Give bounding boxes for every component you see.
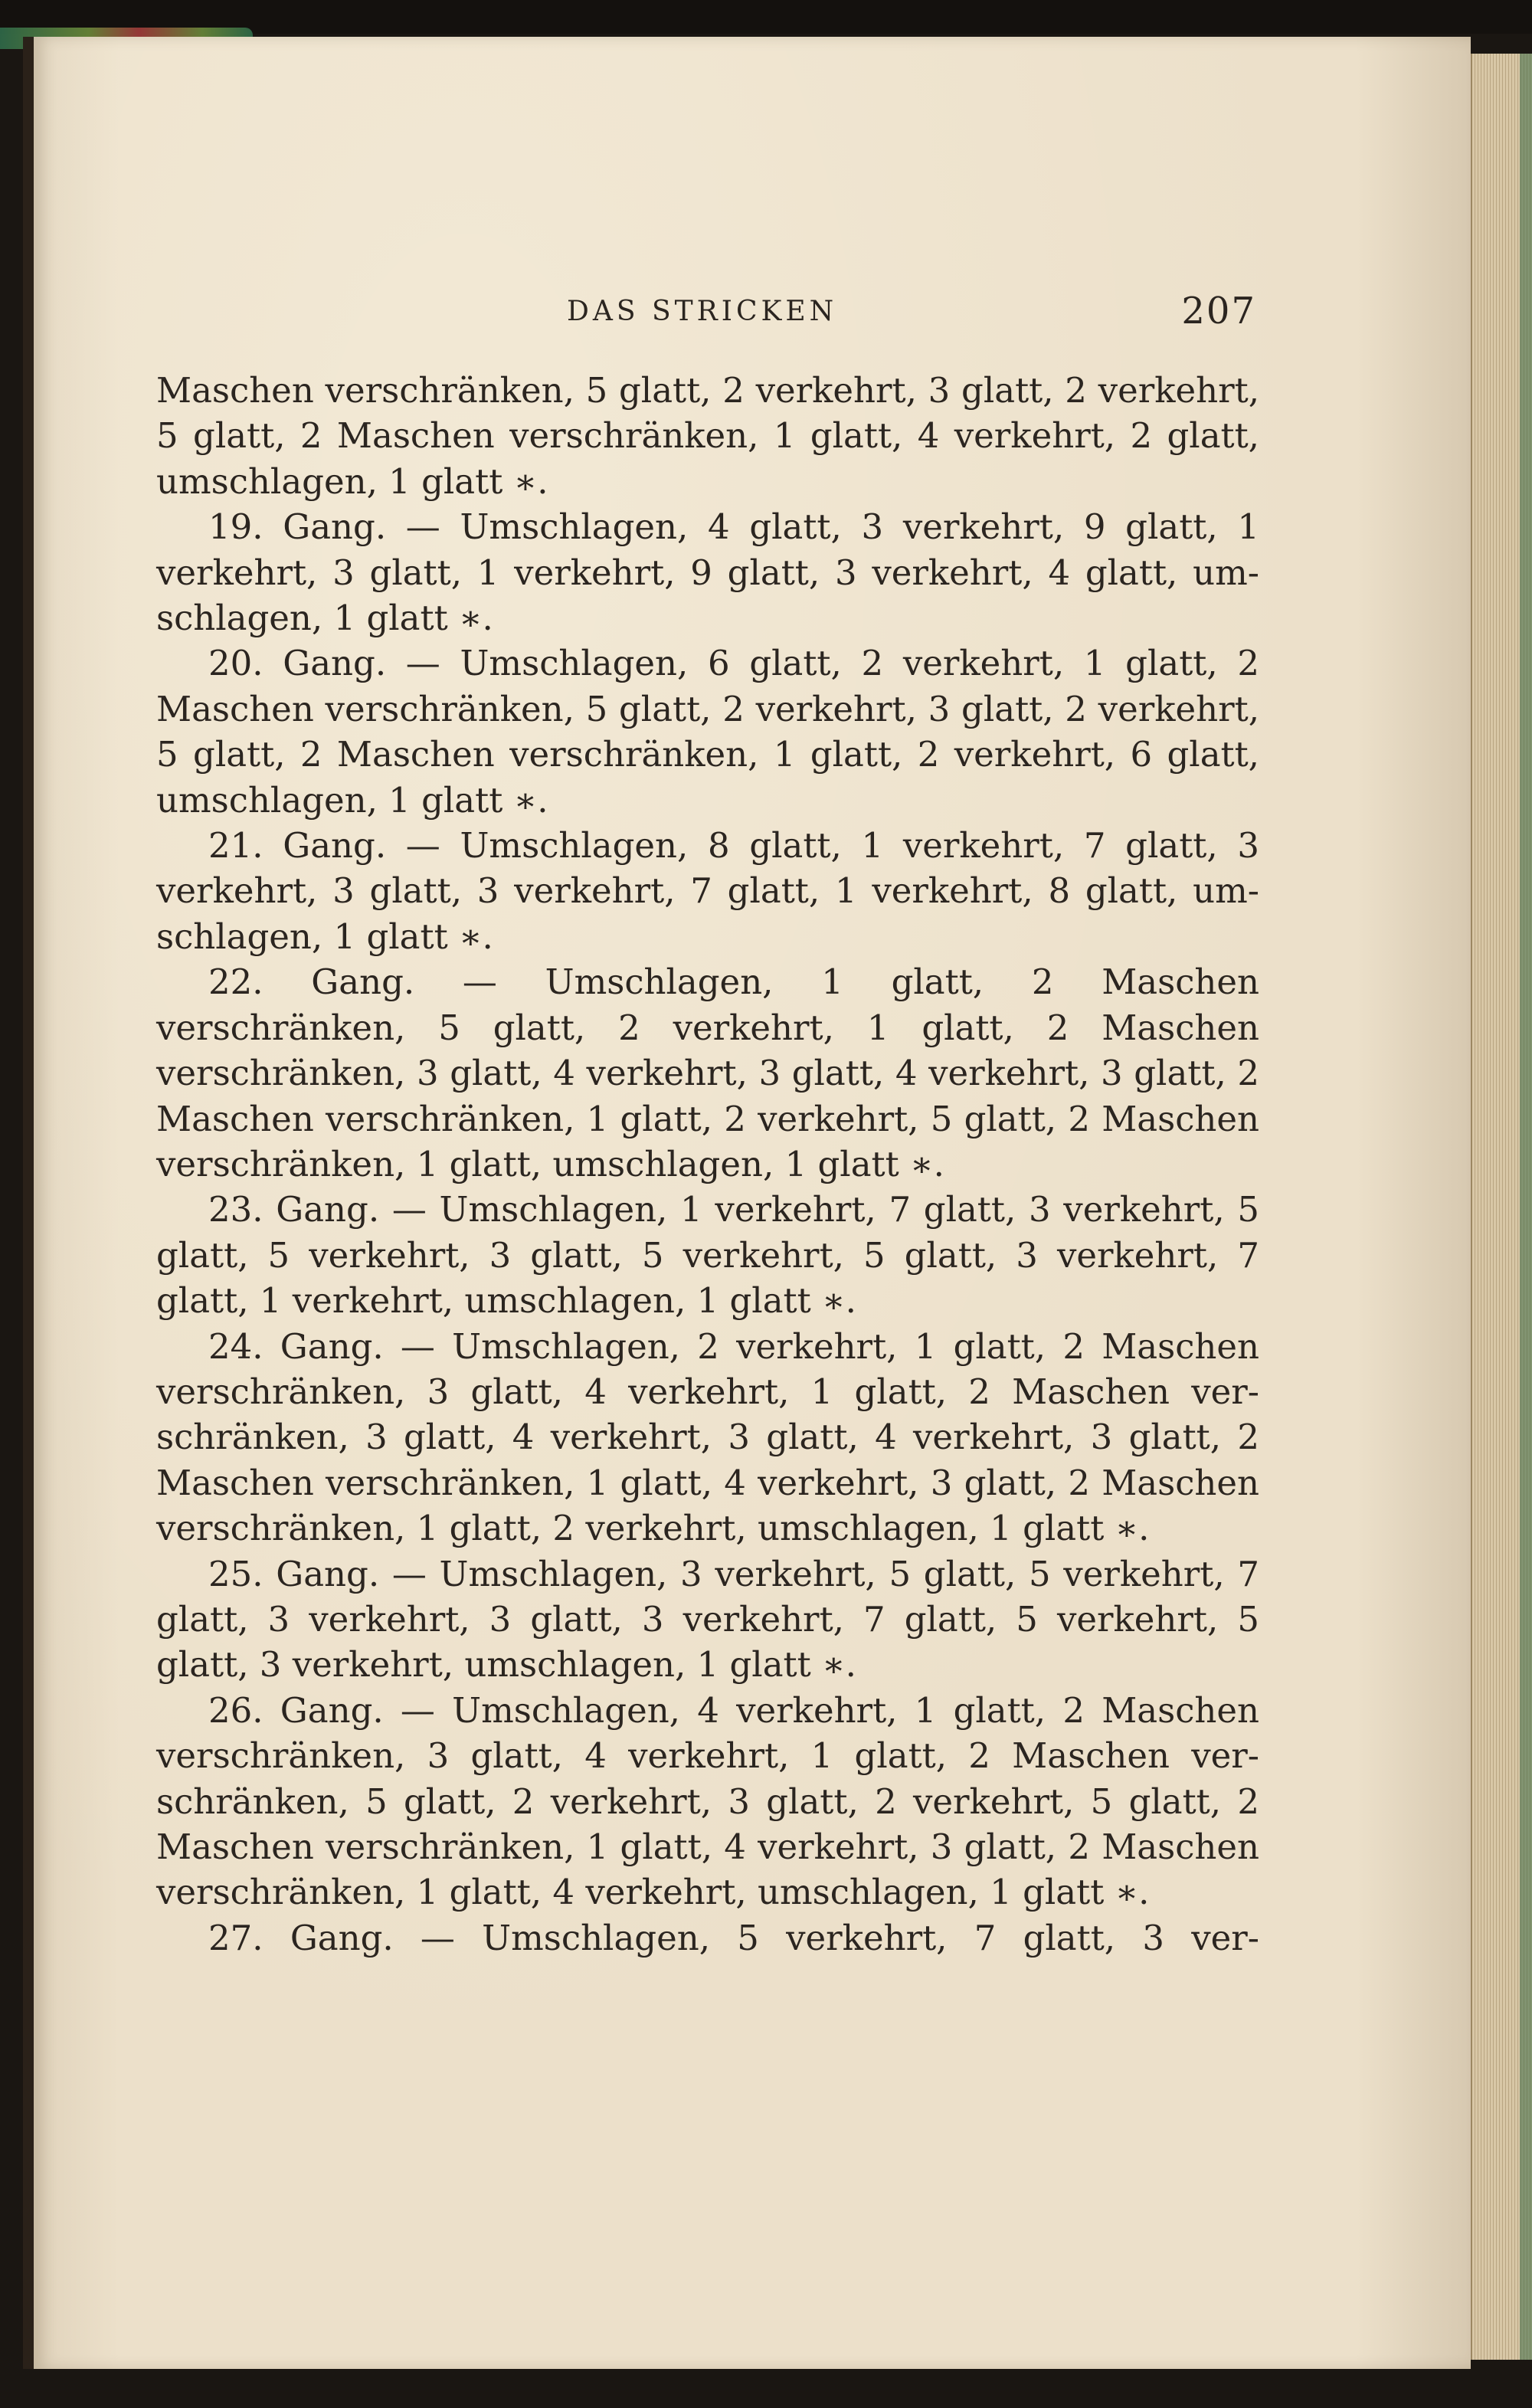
page-stack-edge — [1471, 54, 1532, 2360]
paragraph: 22. Gang. — Umschlagen, 1 glatt, 2 Maschen verschränken, 5 glatt, 2 verkehrt, 1 glatt, 2 Maschen verschränken, 3 glatt, 4 verkehrt, 3 glatt, 4 verkehrt, 3 glatt, 2 Maschen verschränken, 1 glatt, 2 verkehrt, 5 glatt, 2 Maschen verschränken, 1 glatt, umschlagen, 1 glatt ∗. — [156, 962, 1259, 1184]
paragraph: Maschen verschränken, 5 glatt, 2 verkehrt, 3 glatt, 2 verkehrt, 5 glatt, 2 Maschen verschränken, 1 glatt, 4 verkehrt, 2 glatt, umschlagen, 1 glatt ∗. — [156, 370, 1259, 502]
body-text — [156, 368, 1259, 1961]
paragraph: 21. Gang. — Umschlagen, 8 glatt, 1 verkehrt, 7 glatt, 3 verkehrt, 3 glatt, 3 verkehrt, 7 glatt, 1 verkehrt, 8 glatt, umschlagen, 1 glatt ∗. — [156, 825, 1259, 957]
running-title: DAS STRICKEN — [567, 296, 838, 327]
paragraph: 27. Gang. — Umschlagen, 5 verkehrt, 7 glatt, 3 ver- — [208, 1917, 1259, 1958]
paragraph: 26. Gang. — Umschlagen, 4 verkehrt, 1 glatt, 2 Maschen verschränken, 3 glatt, 4 verkehrt, 1 glatt, 2 Maschen verschränken, 5 glatt, 2 verkehrt, 3 glatt, 2 verkehrt, 5 glatt, 2 Maschen verschränken, 1 glatt, 4 verkehrt, 3 glatt, 2 Maschen verschränken, 1 glatt, 4 verkehrt, umschlagen, 1 glatt ∗. — [156, 1689, 1259, 1913]
binding-gutter — [23, 37, 34, 2369]
paragraph: 24. Gang. — Umschlagen, 2 verkehrt, 1 glatt, 2 Maschen verschränken, 3 glatt, 4 verkehrt, 1 glatt, 2 Maschen verschränken, 3 glatt, 4 verkehrt, 3 glatt, 4 verkehrt, 3 glatt, 2 Maschen verschränken, 1 glatt, 4 verkehrt, 3 glatt, 2 Maschen verschränken, 1 glatt, 2 verkehrt, umschlagen, 1 glatt ∗. — [156, 1325, 1259, 1549]
paragraph: 23. Gang. — Umschlagen, 1 verkehrt, 7 glatt, 3 verkehrt, 5 glatt, 5 verkehrt, 3 glatt, 5 verkehrt, 5 glatt, 3 verkehrt, 7 glatt, 1 verkehrt, umschlagen, 1 glatt ∗. — [156, 1189, 1259, 1322]
paragraph: 19. Gang. — Umschlagen, 4 glatt, 3 verkehrt, 9 glatt, 1 verkehrt, 3 glatt, 1 verkehrt, 9 glatt, 3 verkehrt, 4 glatt, umschlagen, 1 glatt ∗. — [156, 506, 1259, 639]
page-number: 207 — [1181, 290, 1256, 333]
paragraph: 20. Gang. — Umschlagen, 6 glatt, 2 verkehrt, 1 glatt, 2 Maschen verschränken, 5 glatt, 2 verkehrt, 3 glatt, 2 verkehrt, 5 glatt, 2 Maschen verschränken, 1 glatt, 2 verkehrt, 6 glatt, umschlagen, 1 glatt ∗. — [156, 643, 1259, 821]
cover-edge — [1520, 54, 1532, 2360]
paragraph: 25. Gang. — Umschlagen, 3 verkehrt, 5 glatt, 5 verkehrt, 7 glatt, 3 verkehrt, 3 glatt, 3 verkehrt, 7 glatt, 5 verkehrt, 5 glatt, 3 verkehrt, umschlagen, 1 glatt ∗. — [156, 1553, 1259, 1686]
running-head — [153, 290, 1256, 336]
